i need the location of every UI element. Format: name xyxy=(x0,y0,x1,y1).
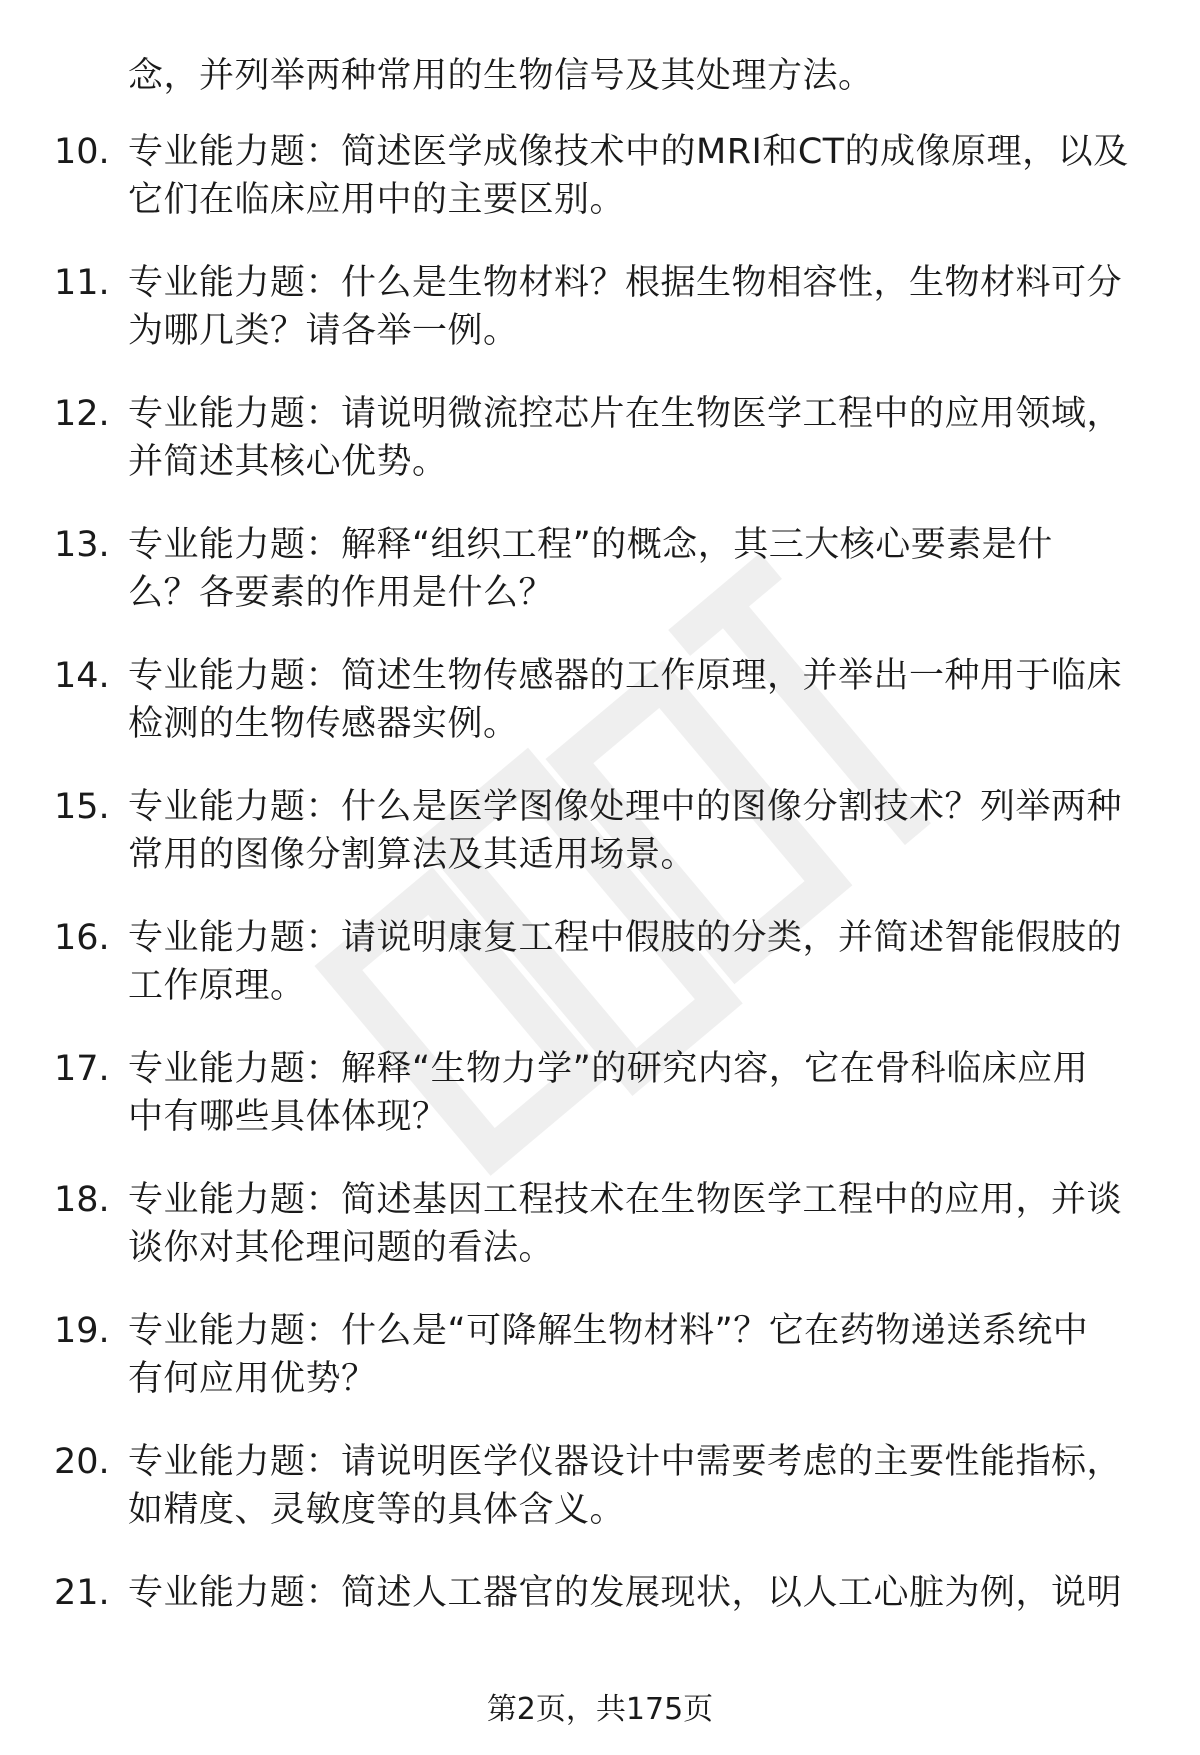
question-number: 13. xyxy=(54,525,110,565)
question-line: 工作原理。 xyxy=(128,966,306,1006)
question-line: 专业能力题：什么是生物材料？根据生物相容性，生物材料可分 xyxy=(128,263,1123,303)
question-text xyxy=(128,259,1148,355)
question-line: 谈你对其伦理问题的看法。 xyxy=(128,1228,555,1268)
question-line: 为哪几类？请各举一例。 xyxy=(128,311,519,351)
question-item xyxy=(0,128,1200,252)
question-item xyxy=(0,1176,1200,1300)
question-text xyxy=(128,390,1148,486)
question-line: 专业能力题：解释“组织工程”的概念，其三大核心要素是什 xyxy=(128,525,1053,565)
page-number-footer: 第2页，共175页 xyxy=(486,1692,714,1727)
question-line: 专业能力题：什么是医学图像处理中的图像分割技术？列举两种 xyxy=(128,787,1123,827)
question-item xyxy=(0,390,1200,514)
question-item xyxy=(0,1307,1200,1431)
question-number: 15. xyxy=(54,787,110,827)
question-line: 如精度、灵敏度等的具体含义。 xyxy=(128,1490,626,1530)
question-list xyxy=(0,128,1200,1693)
question-line: 专业能力题：简述基因工程技术在生物医学工程中的应用，并谈 xyxy=(128,1180,1123,1220)
question-text xyxy=(128,1176,1148,1272)
question-text xyxy=(128,783,1148,879)
question-line: 专业能力题：简述医学成像技术中的MRI和CT的成像原理，以及 xyxy=(128,132,1129,172)
question-line: 常用的图像分割算法及其适用场景。 xyxy=(128,835,697,875)
question-text xyxy=(128,914,1148,1010)
question-line: 专业能力题：简述人工器官的发展现状，以人工心脏为例，说明 xyxy=(128,1573,1123,1613)
question-text xyxy=(128,1569,1148,1617)
question-number: 17. xyxy=(54,1049,110,1089)
question-line: 专业能力题：什么是“可降解生物材料”？它在药物递送系统中 xyxy=(128,1311,1089,1351)
question-line: 有何应用优势？ xyxy=(128,1359,377,1399)
continuation-text: 念，并列举两种常用的生物信号及其处理方法。 xyxy=(128,56,874,96)
question-line: 它们在临床应用中的主要区别。 xyxy=(128,180,626,220)
question-line: 专业能力题：请说明康复工程中假肢的分类，并简述智能假肢的 xyxy=(128,918,1123,958)
question-number: 18. xyxy=(54,1180,110,1220)
question-line: 并简述其核心优势。 xyxy=(128,442,448,482)
question-number: 21. xyxy=(54,1573,110,1613)
question-text xyxy=(128,521,1148,617)
question-line: 专业能力题：请说明医学仪器设计中需要考虑的主要性能指标， xyxy=(128,1442,1123,1482)
question-text xyxy=(128,128,1148,224)
question-text xyxy=(128,1438,1148,1534)
question-line: 检测的生物传感器实例。 xyxy=(128,704,519,744)
question-item xyxy=(0,521,1200,645)
question-number: 12. xyxy=(54,394,110,434)
question-item xyxy=(0,783,1200,907)
question-line: 专业能力题：简述生物传感器的工作原理，并举出一种用于临床 xyxy=(128,656,1123,696)
question-number: 19. xyxy=(54,1311,110,1351)
question-text xyxy=(128,1307,1148,1403)
question-item xyxy=(0,652,1200,776)
question-line: 专业能力题：解释“生物力学”的研究内容，它在骨科临床应用 xyxy=(128,1049,1089,1089)
question-line: 么？各要素的作用是什么？ xyxy=(128,573,555,613)
question-number: 11. xyxy=(54,263,110,303)
question-number: 20. xyxy=(54,1442,110,1482)
question-item xyxy=(0,1045,1200,1169)
question-item xyxy=(0,1569,1200,1693)
question-item xyxy=(0,259,1200,383)
question-item xyxy=(0,914,1200,1038)
question-number: 10. xyxy=(54,132,110,172)
question-number: 14. xyxy=(54,656,110,696)
question-text xyxy=(128,652,1148,748)
question-line: 专业能力题：请说明微流控芯片在生物医学工程中的应用领域， xyxy=(128,394,1123,434)
question-item xyxy=(0,1438,1200,1562)
question-line: 中有哪些具体体现？ xyxy=(128,1097,448,1137)
question-text xyxy=(128,1045,1148,1141)
document-body xyxy=(0,52,1200,1700)
question-number: 16. xyxy=(54,918,110,958)
